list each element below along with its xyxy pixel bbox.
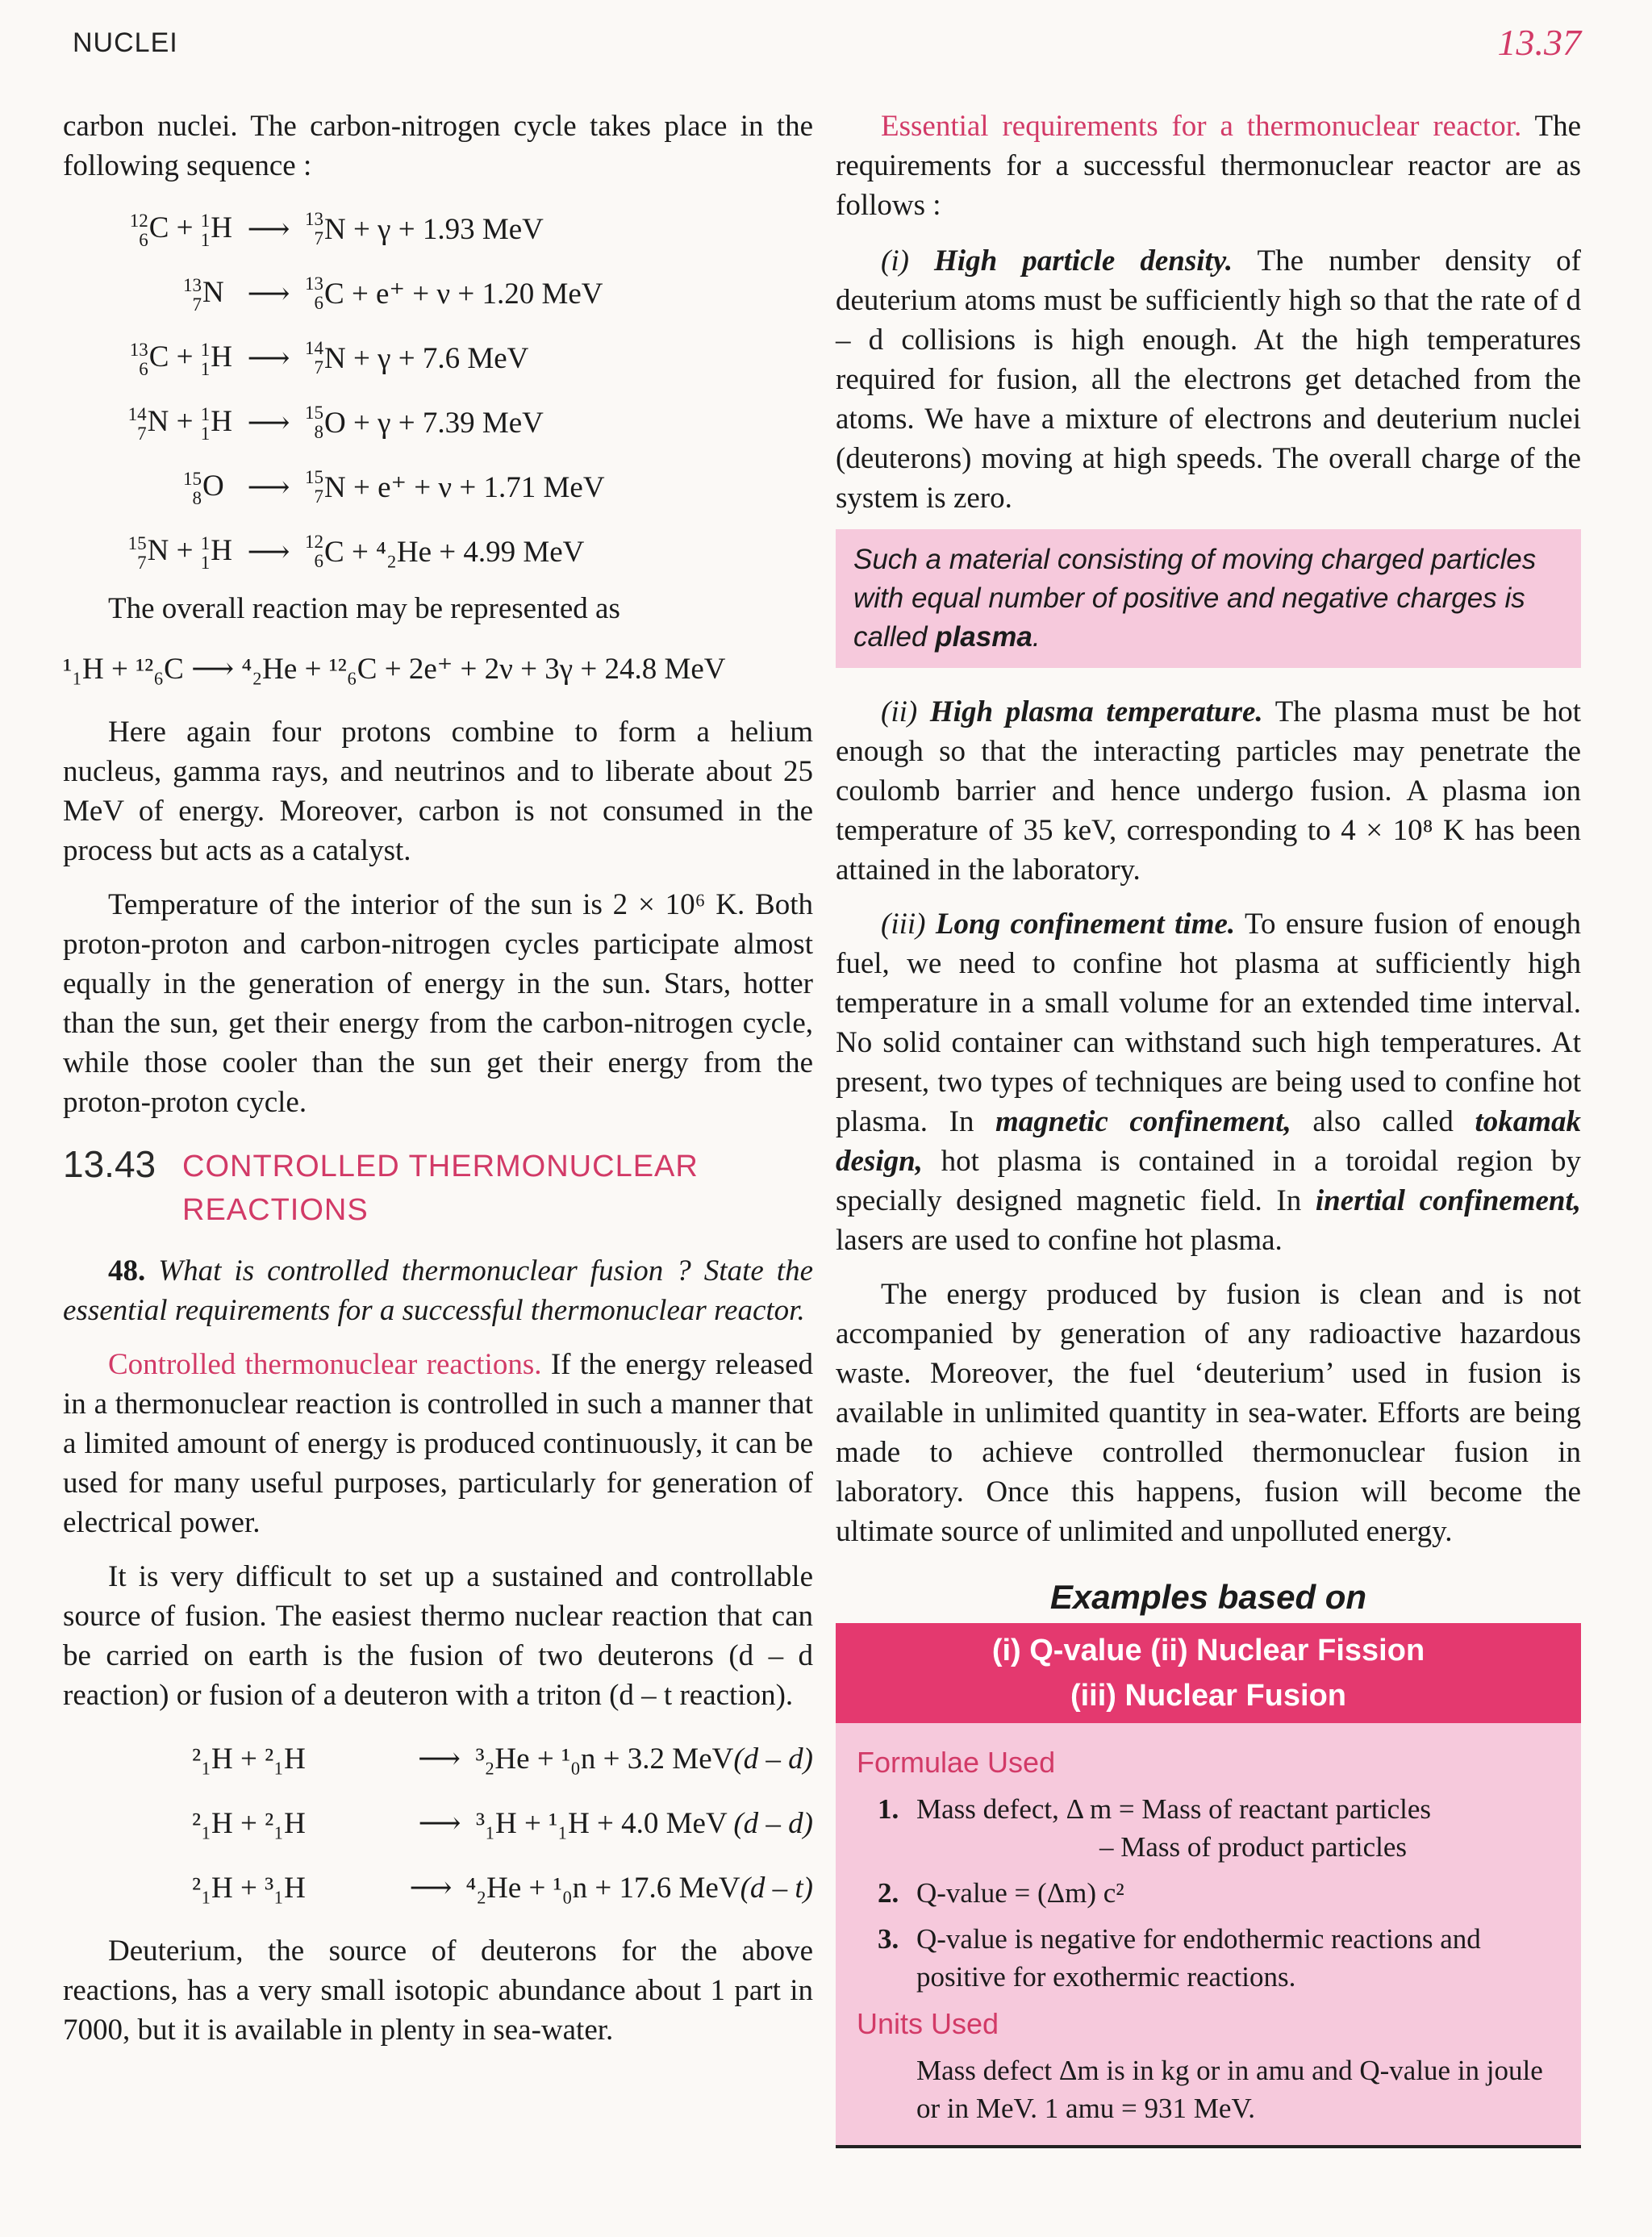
paragraph-catalyst: Here again four protons combine to form a helium nucleus, gamma rays, and neutrinos and to liberate about 25 MeV of energy. Moreover, carbon is not consumed in the process but acts as a catalyst.	[63, 716, 813, 867]
fusion-equations	[63, 1726, 813, 1920]
paragraph-deuterium: Deuterium, the source of deuterons for the above reactions, has a very small isotopic abundance about 1 part in 7000, but it is available in plenty in sea-water.	[63, 1934, 813, 2047]
fusion-equation: ²₁H + ³₁H ⟶ ⁴₂He + ¹₀n + 17.6 MeV (d – t)	[192, 1871, 813, 1905]
paragraph-controlled-reactions: Controlled thermonuclear reactions. If the energy released in a thermonuclear reaction is controlled in such a manner that a limited amount of energy is produced continuously, it can be used for many useful purposes, particularly for generation of electrical power.	[63, 1348, 814, 1539]
overall-equation: ¹₁H + ¹²₆C ⟶ ⁴₂He + ¹²₆C + 2e⁺ + 2ν + 3γ + 24.8 MeV	[63, 652, 726, 686]
examples-banner: (i) Q-value (ii) Nuclear Fission (iii) Nuclear Fusion	[836, 1623, 1581, 1723]
formula-2: 2. Q-value = (Δm) c²	[878, 1877, 1124, 1909]
formulae-heading: Formulae Used	[857, 1746, 1056, 1779]
section-number: 13.43	[63, 1143, 156, 1185]
formula-3: 3. Q-value is negative for endothermic reactions and positive for exothermic reactions.	[878, 1923, 1481, 1993]
left-column	[63, 106, 813, 2061]
cno-equation: 12 6 C + 1 1 H ⟶ 13 7 N + γ + 1.93 MeV	[129, 209, 544, 250]
question-48: 48. What is controlled thermonuclear fusion ? State the essential requirements for a successful thermonuclear reactor.	[63, 1254, 814, 1327]
requirement-3: (iii) Long confinement time. To ensure fusion of enough fuel, we need to confine hot plasma at sufficiently high temperature in a small volume for an extended time interval. No solid container can withstand such high temperatures. At present, two types of techniques are being used to confine hot plasma. In magnetic confinement, also called tokamak design, hot plasma is contained in a toroidal region by specially designed magnetic field. In inertial confinement, lasers are used to confine hot plasma.	[836, 908, 1582, 1257]
cno-equation: 15 7 N + 1 1 H ⟶ 12 6 C + ⁴₂He + 4.99 MeV	[127, 532, 585, 573]
cno-equation: 15 8 O ⟶ 15 7 N + e⁺ + ν + 1.71 MeV	[183, 467, 605, 508]
units-text: Mass defect Δm is in kg or in amu and Q-value in joule or in MeV. 1 amu = 931 MeV.	[916, 2055, 1543, 2124]
units-heading: Units Used	[857, 2007, 999, 2040]
examples-heading: Examples based on	[1049, 1578, 1367, 1616]
paragraph-fusion-sources: It is very difficult to set up a sustained and controllable source of fusion. The easiest thermo nuclear reaction that can be carried on earth is the fusion of two deuterons (d – d reaction) or fusion of a deuteron with a triton (d – t reaction).	[63, 1560, 813, 1712]
formulae-box	[836, 1723, 1581, 2148]
overall-label: The overall reaction may be represented as	[108, 592, 620, 625]
intro-text: carbon nuclei. The carbon-nitrogen cycle takes place in the following sequence :	[63, 110, 813, 182]
page-number: 13.37	[1497, 22, 1581, 63]
fusion-equation: ²₁H + ²₁H ⟶ ³₁H + ¹₁H + 4.0 MeV (d – d)	[192, 1806, 813, 1840]
cno-cycle-equations	[63, 197, 813, 584]
paragraph-requirements: Essential requirements for a thermonuclear reactor. The requirements for a successful thermonuclear reactor are as follows :	[836, 110, 1581, 222]
requirement-1: (i) High particle density. The number density of deuterium atoms must be sufficiently high so that the rate of d – d collisions is high enough. At the high temperatures required for fusion, all the electrons get detached from the atoms. We have a mixture of electrons and deuterium nuclei (deuterons) moving at high speeds. The overall charge of the system is zero.	[836, 244, 1582, 515]
cno-equation: 14 7 N + 1 1 H ⟶ 15 8 O + γ + 7.39 MeV	[127, 403, 544, 444]
requirement-2: (ii) High plasma temperature. The plasma must be hot enough so that the interacting particles may penetrate the coulomb barrier and hence undergo fusion. A plasma ion temperature of 35 keV, corresponding to 4 × 10⁸ K has been attained in the laboratory.	[836, 695, 1581, 887]
plasma-definition-box: Such a material consisting of moving charged particles with equal number of positive and negative charges is called plasma.	[836, 529, 1581, 668]
chapter-name: NUCLEI	[73, 27, 178, 58]
section-title-line-1: CONTROLLED THERMONUCLEAR	[182, 1150, 699, 1183]
section-heading	[63, 1145, 813, 1232]
paragraph-sun-temperature: Temperature of the interior of the sun is 2 × 10⁶ K. Both proton-proton and carbon-nitrogen cycles participate almost equally in the generation of energy in the sun. Stars, hotter than the sun, get their energy from the carbon-nitrogen cycle, while those cooler than the sun get their energy from the proton-proton cycle.	[63, 888, 813, 1119]
paragraph-clean-energy: The energy produced by fusion is clean and is not accompanied by generation of any radioactive hazardous waste. Moreover, the fuel ‘deuterium’ used in fusion is available in unlimited quantity in sea-water. Efforts are being made to achieve controlled thermonuclear fusion in laboratory. Once this happens, fusion will become the ultimate source of unlimited and unpolluted energy.	[836, 1278, 1581, 1548]
formula-1: 1. Mass defect, Δ m = Mass of reactant particles – Mass of product particles	[878, 1793, 1432, 1863]
fusion-equation: ²₁H + ²₁H ⟶ ³₂He + ¹₀n + 3.2 MeV (d – d)	[192, 1742, 813, 1776]
right-column	[836, 106, 1581, 2148]
cno-equation: 13 7 N ⟶ 13 6 C + e⁺ + ν + 1.20 MeV	[183, 273, 603, 315]
cno-equation: 13 6 C + 1 1 H ⟶ 14 7 N + γ + 7.6 MeV	[129, 338, 529, 379]
section-title-line-2: REACTIONS	[182, 1193, 369, 1227]
